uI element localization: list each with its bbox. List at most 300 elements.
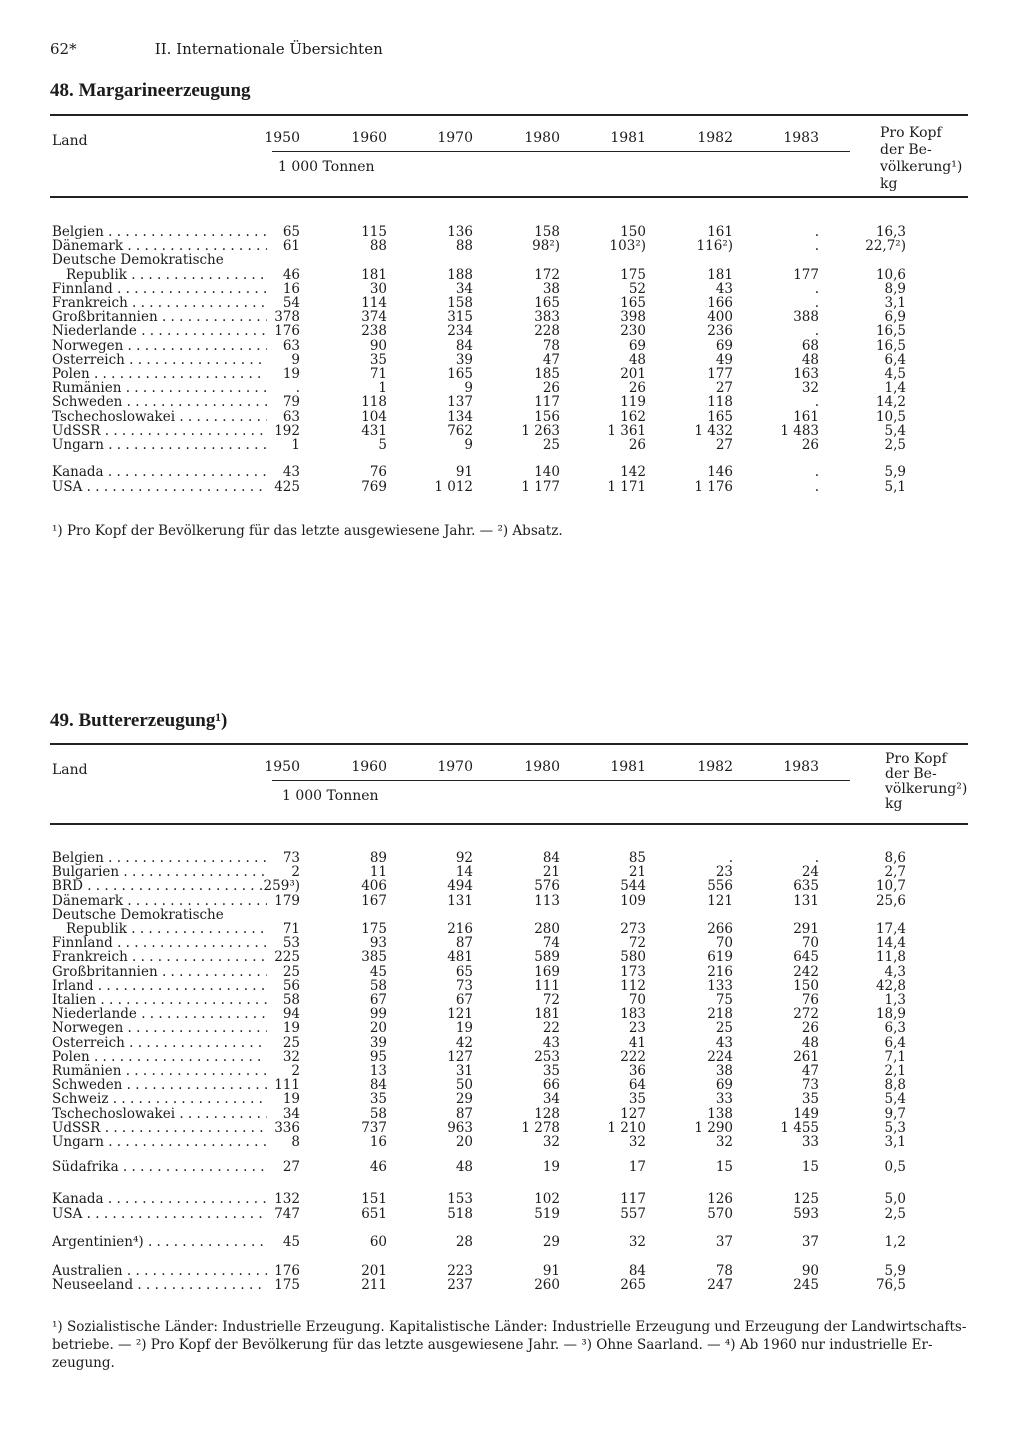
value-cell: 27 (715, 380, 733, 397)
value-cell: 151 (361, 1191, 387, 1207)
per-capita-cell: 14,2 (875, 394, 906, 411)
value-cell: 63 (282, 337, 300, 354)
value-cell: 494 (447, 878, 473, 895)
value-cell: 118 (707, 394, 733, 411)
value-cell: 99 (369, 1006, 387, 1023)
value-cell: 557 (620, 1206, 646, 1222)
value-cell: 39 (369, 1034, 387, 1051)
per-capita-cell: 14,4 (875, 935, 906, 952)
country-label: Niederlande . . . (52, 324, 267, 339)
table-row (0, 310, 1024, 325)
per-capita-cell: 18,9 (875, 1006, 906, 1023)
country-label: Frankreich . . . (52, 950, 267, 965)
value-cell: 35 (628, 1091, 646, 1108)
value-cell: 67 (369, 992, 387, 1008)
country-label: Deutsche Demokratische (52, 253, 224, 269)
table-row (0, 879, 1024, 894)
table-row (0, 438, 1024, 453)
per-capita-cell: 3,1 (884, 1134, 906, 1150)
value-cell: . (814, 295, 819, 311)
value-cell: 41 (628, 1034, 646, 1051)
value-cell: 27 (715, 437, 733, 453)
value-cell: 111 (534, 977, 560, 994)
value-cell: 31 (455, 1063, 473, 1079)
value-cell: 16 (282, 280, 300, 297)
value-cell: 34 (455, 280, 473, 297)
value-cell: 37 (715, 1234, 733, 1250)
country-label: USA . . . (52, 480, 267, 495)
value-cell: 39 (455, 351, 473, 368)
value-cell: 272 (793, 1006, 819, 1023)
value-cell: . (728, 850, 733, 866)
table-row (0, 239, 1024, 254)
value-cell: 58 (369, 977, 387, 994)
value-cell: 38 (715, 1063, 733, 1079)
value-cell: 747 (274, 1206, 300, 1222)
table-49-header-bottom-rule (50, 823, 968, 825)
value-cell: 89 (369, 850, 387, 866)
value-cell: 90 (369, 337, 387, 354)
value-cell: 98²) (532, 238, 560, 255)
per-capita-cell: 4,3 (884, 963, 906, 980)
value-cell: 518 (447, 1206, 473, 1222)
value-cell: . (814, 464, 819, 480)
value-cell: 75 (715, 992, 733, 1008)
country-label: Schweden . . . (52, 395, 267, 410)
value-cell: . (814, 850, 819, 866)
value-cell: 378 (274, 309, 300, 326)
table-row (0, 979, 1024, 994)
country-label: Belgien . . . (52, 851, 267, 866)
value-cell: 84 (542, 850, 560, 866)
value-cell: 1 (291, 437, 300, 453)
per-capita-cell: 4,5 (884, 366, 906, 382)
value-cell: 58 (282, 992, 300, 1008)
value-cell: 165 (534, 295, 560, 311)
value-cell: 185 (534, 366, 560, 382)
value-cell: 1 455 (780, 1119, 819, 1136)
value-cell: 88 (369, 238, 387, 255)
table-row (0, 1121, 1024, 1136)
table-48-header-bottom-rule (50, 196, 968, 198)
value-cell: 20 (455, 1134, 473, 1150)
table-row (0, 1107, 1024, 1122)
value-cell: 162 (620, 408, 646, 425)
value-cell: 111 (274, 1077, 300, 1094)
value-cell: 93 (369, 935, 387, 952)
value-cell: 47 (542, 351, 560, 368)
value-cell: 94 (282, 1006, 300, 1023)
value-cell: 133 (707, 977, 733, 994)
value-cell: 223 (447, 1263, 473, 1279)
value-cell: 91 (542, 1263, 560, 1279)
value-cell: 259³) (263, 878, 300, 895)
country-label: UdSSR . . . (52, 1121, 267, 1136)
value-cell: 34 (282, 1105, 300, 1122)
value-cell: 173 (620, 963, 646, 980)
country-label: Schweiz . . . (52, 1092, 267, 1107)
value-cell: 69 (715, 337, 733, 354)
value-cell: 1 210 (607, 1119, 646, 1136)
value-cell: . (814, 238, 819, 255)
per-capita-header: Pro Kopf der Be- völkerung¹) kg (880, 125, 963, 192)
country-label: Finnland . . . (52, 282, 267, 297)
value-cell: 175 (274, 1277, 300, 1293)
value-cell: 23 (628, 1020, 646, 1037)
table-row (0, 480, 1024, 495)
section-title: II. Internationale Übersichten (154, 40, 383, 58)
value-cell: 112 (620, 977, 646, 994)
value-cell: 544 (620, 878, 646, 895)
value-cell: 14 (455, 864, 473, 881)
table-row (0, 1278, 1024, 1293)
value-cell: 2 (291, 864, 300, 881)
country-label: Großbritannien . . . (52, 965, 267, 980)
year-header-rule (272, 151, 850, 152)
value-cell: 166 (707, 295, 733, 311)
value-cell: 385 (361, 949, 387, 966)
value-cell: 593 (793, 1206, 819, 1222)
value-cell: 177 (793, 266, 819, 283)
value-cell: 56 (282, 977, 300, 994)
per-capita-cell: 10,5 (875, 408, 906, 425)
value-cell: 156 (534, 408, 560, 425)
value-cell: 216 (447, 921, 473, 937)
value-cell: 165 (707, 408, 733, 425)
value-cell: 619 (707, 949, 733, 966)
value-cell: 33 (801, 1134, 819, 1150)
value-cell: 63 (282, 408, 300, 425)
per-capita-cell: 8,8 (884, 1077, 906, 1094)
per-capita-cell: 5,0 (884, 1191, 906, 1207)
value-cell: 78 (715, 1263, 733, 1279)
value-cell: 73 (282, 850, 300, 866)
value-cell: 150 (793, 977, 819, 994)
value-cell: 519 (534, 1206, 560, 1222)
value-cell: 102 (534, 1191, 560, 1207)
value-cell: 26 (542, 380, 560, 397)
value-cell: 169 (534, 963, 560, 980)
value-cell: 43 (542, 1034, 560, 1051)
value-cell: 125 (793, 1191, 819, 1207)
value-cell: 236 (707, 323, 733, 340)
value-cell: 291 (793, 921, 819, 937)
table-row (0, 1235, 1024, 1250)
value-cell: 153 (447, 1191, 473, 1207)
value-cell: 27 (282, 1159, 300, 1175)
value-cell: 188 (447, 266, 473, 283)
value-cell: 149 (793, 1105, 819, 1122)
value-cell: 113 (534, 892, 560, 909)
value-cell: 136 (447, 224, 473, 240)
value-cell: 336 (274, 1119, 300, 1136)
value-cell: 176 (274, 323, 300, 340)
value-cell: 26 (628, 437, 646, 453)
value-cell: 121 (447, 1006, 473, 1023)
value-cell: 1 176 (694, 479, 733, 495)
country-label: Deutsche Demokratische (52, 907, 224, 923)
value-cell: 72 (542, 992, 560, 1008)
value-cell: 224 (707, 1048, 733, 1065)
country-label: Norwegen . . . (52, 1021, 267, 1036)
value-cell: 762 (447, 422, 473, 439)
value-cell: 19 (282, 366, 300, 382)
table-row (0, 324, 1024, 339)
value-cell: 68 (801, 337, 819, 354)
table-row (0, 894, 1024, 909)
value-cell: 35 (369, 1091, 387, 1108)
value-cell: 172 (534, 266, 560, 283)
value-cell: 146 (707, 464, 733, 480)
value-cell: 1 (378, 380, 387, 397)
value-cell: 69 (628, 337, 646, 354)
value-cell: 261 (793, 1048, 819, 1065)
per-capita-cell: 16,5 (875, 337, 906, 354)
value-cell: 65 (282, 224, 300, 240)
value-cell: 132 (274, 1191, 300, 1207)
per-capita-cell: 16,5 (875, 323, 906, 340)
value-cell: 216 (707, 963, 733, 980)
value-cell: 114 (361, 295, 387, 311)
value-cell: 32 (542, 1134, 560, 1150)
value-cell: 137 (447, 394, 473, 411)
value-cell: 30 (369, 280, 387, 297)
value-cell: 175 (361, 921, 387, 937)
year-header: 1960 (351, 759, 387, 775)
value-cell: 15 (715, 1159, 733, 1175)
unit-label: 1 000 Tonnen (282, 788, 379, 804)
table-row (0, 367, 1024, 382)
value-cell: 225 (274, 949, 300, 966)
value-cell: 43 (715, 280, 733, 297)
value-cell: 35 (542, 1063, 560, 1079)
per-capita-cell: 16,3 (875, 224, 906, 240)
value-cell: 78 (542, 337, 560, 354)
value-cell: 74 (542, 935, 560, 952)
table-row (0, 410, 1024, 425)
table-row (0, 1050, 1024, 1065)
value-cell: 48 (455, 1159, 473, 1175)
per-capita-cell: 6,9 (884, 309, 906, 326)
year-header: 1960 (351, 130, 387, 146)
value-cell: 315 (447, 309, 473, 326)
table-row (0, 965, 1024, 980)
per-capita-cell: 5,9 (884, 1263, 906, 1279)
value-cell: 570 (707, 1206, 733, 1222)
value-cell: 115 (361, 224, 387, 240)
value-cell: 228 (534, 323, 560, 340)
per-capita-cell: 9,7 (884, 1105, 906, 1122)
value-cell: 50 (455, 1077, 473, 1094)
value-cell: . (814, 280, 819, 297)
value-cell: 32 (715, 1134, 733, 1150)
year-header: 1982 (697, 130, 733, 146)
table-row (0, 1078, 1024, 1093)
table-row (0, 253, 1024, 268)
table-row (0, 339, 1024, 354)
value-cell: 47 (801, 1063, 819, 1079)
per-capita-cell: 5,4 (884, 422, 906, 439)
value-cell: 69 (715, 1077, 733, 1094)
value-cell: 126 (707, 1191, 733, 1207)
per-capita-cell: 5,4 (884, 1091, 906, 1108)
per-capita-cell: 2,7 (884, 864, 906, 881)
per-capita-cell: 6,3 (884, 1020, 906, 1037)
value-cell: 1 012 (434, 479, 473, 495)
value-cell: 71 (369, 366, 387, 382)
value-cell: 32 (628, 1234, 646, 1250)
per-capita-cell: 2,5 (884, 437, 906, 453)
value-cell: 134 (447, 408, 473, 425)
country-label: Finnland . . . (52, 936, 267, 951)
value-cell: 24 (801, 864, 819, 881)
country-label: UdSSR . . . (52, 424, 267, 439)
value-cell: 158 (447, 295, 473, 311)
per-capita-header: Pro Kopf der Be- völkerung²) kg (885, 751, 968, 812)
value-cell: 67 (455, 992, 473, 1008)
country-label: Belgien . . . (52, 225, 267, 240)
table-row (0, 1135, 1024, 1150)
table-row (0, 296, 1024, 311)
value-cell: 163 (793, 366, 819, 382)
value-cell: 21 (628, 864, 646, 881)
per-capita-cell: 10,6 (875, 266, 906, 283)
country-label: Dänemark . . . (52, 894, 267, 909)
value-cell: 42 (455, 1034, 473, 1051)
table-row (0, 268, 1024, 283)
value-cell: 192 (274, 422, 300, 439)
value-cell: 16 (369, 1134, 387, 1150)
country-label: Kanada . . . (52, 1192, 267, 1207)
value-cell: 48 (628, 351, 646, 368)
value-cell: 88 (455, 238, 473, 255)
table-row (0, 424, 1024, 439)
country-label: Südafrika . . . (52, 1160, 267, 1175)
value-cell: 25 (282, 963, 300, 980)
table-49-footnote: ¹) Sozialistische Länder: Industrielle Erzeugung. Kapitalistische Länder: Industrielle Erzeugung und Erzeugung der Landwirtschafts- betriebe. — ²) Pro Kopf der Bevölkerung für das letzte ausgewiesene Jahr. — ³) Ohne Saarland. — ⁴) Ab 1960 nur industrielle Er- zeugung. (52, 1319, 967, 1371)
value-cell: 45 (282, 1234, 300, 1250)
value-cell: 161 (793, 408, 819, 425)
value-cell: 23 (715, 864, 733, 881)
value-cell: 176 (274, 1263, 300, 1279)
country-label: Rumänien . . . (52, 381, 267, 396)
value-cell: 425 (274, 479, 300, 495)
value-cell: 13 (369, 1063, 387, 1079)
unit-label: 1 000 Tonnen (278, 159, 375, 175)
per-capita-cell: 1,3 (884, 992, 906, 1008)
value-cell: 64 (628, 1077, 646, 1094)
value-cell: 84 (455, 337, 473, 354)
value-cell: 19 (282, 1020, 300, 1037)
value-cell: 72 (628, 935, 646, 952)
country-label: Republik . . . (66, 268, 266, 283)
value-cell: 181 (534, 1006, 560, 1023)
year-header: 1981 (610, 130, 646, 146)
value-cell: 431 (361, 422, 387, 439)
per-capita-cell: 5,3 (884, 1119, 906, 1136)
table-row (0, 1092, 1024, 1107)
per-capita-cell: 2,5 (884, 1206, 906, 1222)
value-cell: 116²) (696, 238, 733, 255)
value-cell: 131 (447, 892, 473, 909)
value-cell: 95 (369, 1048, 387, 1065)
table-row (0, 1064, 1024, 1079)
value-cell: 963 (447, 1119, 473, 1136)
country-label: BRD . . . (52, 879, 267, 894)
value-cell: 32 (282, 1048, 300, 1065)
value-cell: 1 432 (694, 422, 733, 439)
value-cell: 25 (542, 437, 560, 453)
country-label: Großbritannien . . . (52, 310, 267, 325)
value-cell: 19 (282, 1091, 300, 1108)
value-cell: 280 (534, 921, 560, 937)
table-row (0, 851, 1024, 866)
value-cell: 242 (793, 963, 819, 980)
table-row (0, 1036, 1024, 1051)
land-header: Land (52, 133, 88, 149)
page-header (50, 40, 383, 58)
value-cell: . (295, 380, 300, 397)
value-cell: 128 (534, 1105, 560, 1122)
country-label: Argentinien⁴) . . . (52, 1235, 267, 1250)
table-row (0, 282, 1024, 297)
value-cell: 103²) (609, 238, 646, 255)
value-cell: 54 (282, 295, 300, 311)
value-cell: 45 (369, 963, 387, 980)
value-cell: 1 171 (607, 479, 646, 495)
value-cell: . (814, 323, 819, 340)
value-cell: 2 (291, 1063, 300, 1079)
per-capita-cell: 8,6 (884, 850, 906, 866)
value-cell: 1 483 (780, 422, 819, 439)
value-cell: 79 (282, 394, 300, 411)
value-cell: 247 (707, 1277, 733, 1293)
value-cell: 29 (542, 1234, 560, 1250)
table-row (0, 865, 1024, 880)
value-cell: 90 (801, 1263, 819, 1279)
value-cell: 70 (628, 992, 646, 1008)
table-row (0, 1207, 1024, 1222)
per-capita-cell: 76,5 (875, 1277, 906, 1293)
value-cell: 20 (369, 1020, 387, 1037)
country-label: Österreich . . . (52, 353, 267, 368)
value-cell: 35 (801, 1091, 819, 1108)
country-label: Neuseeland . . . (52, 1278, 267, 1293)
value-cell: 374 (361, 309, 387, 326)
value-cell: 127 (620, 1105, 646, 1122)
value-cell: 32 (801, 380, 819, 397)
country-label: Rumänien . . . (52, 1064, 267, 1079)
year-header: 1980 (524, 759, 560, 775)
value-cell: 71 (282, 921, 300, 937)
value-cell: 48 (801, 351, 819, 368)
per-capita-cell: 17,4 (875, 921, 906, 937)
value-cell: 19 (542, 1159, 560, 1175)
value-cell: 76 (801, 992, 819, 1008)
country-label: Ungarn . . . (52, 438, 267, 453)
value-cell: 580 (620, 949, 646, 966)
value-cell: 142 (620, 464, 646, 480)
value-cell: 218 (707, 1006, 733, 1023)
value-cell: 35 (369, 351, 387, 368)
value-cell: 58 (369, 1105, 387, 1122)
table-row (0, 353, 1024, 368)
value-cell: 11 (369, 864, 387, 881)
value-cell: 26 (801, 437, 819, 453)
value-cell: 43 (715, 1034, 733, 1051)
value-cell: 25 (282, 1034, 300, 1051)
value-cell: 737 (361, 1119, 387, 1136)
